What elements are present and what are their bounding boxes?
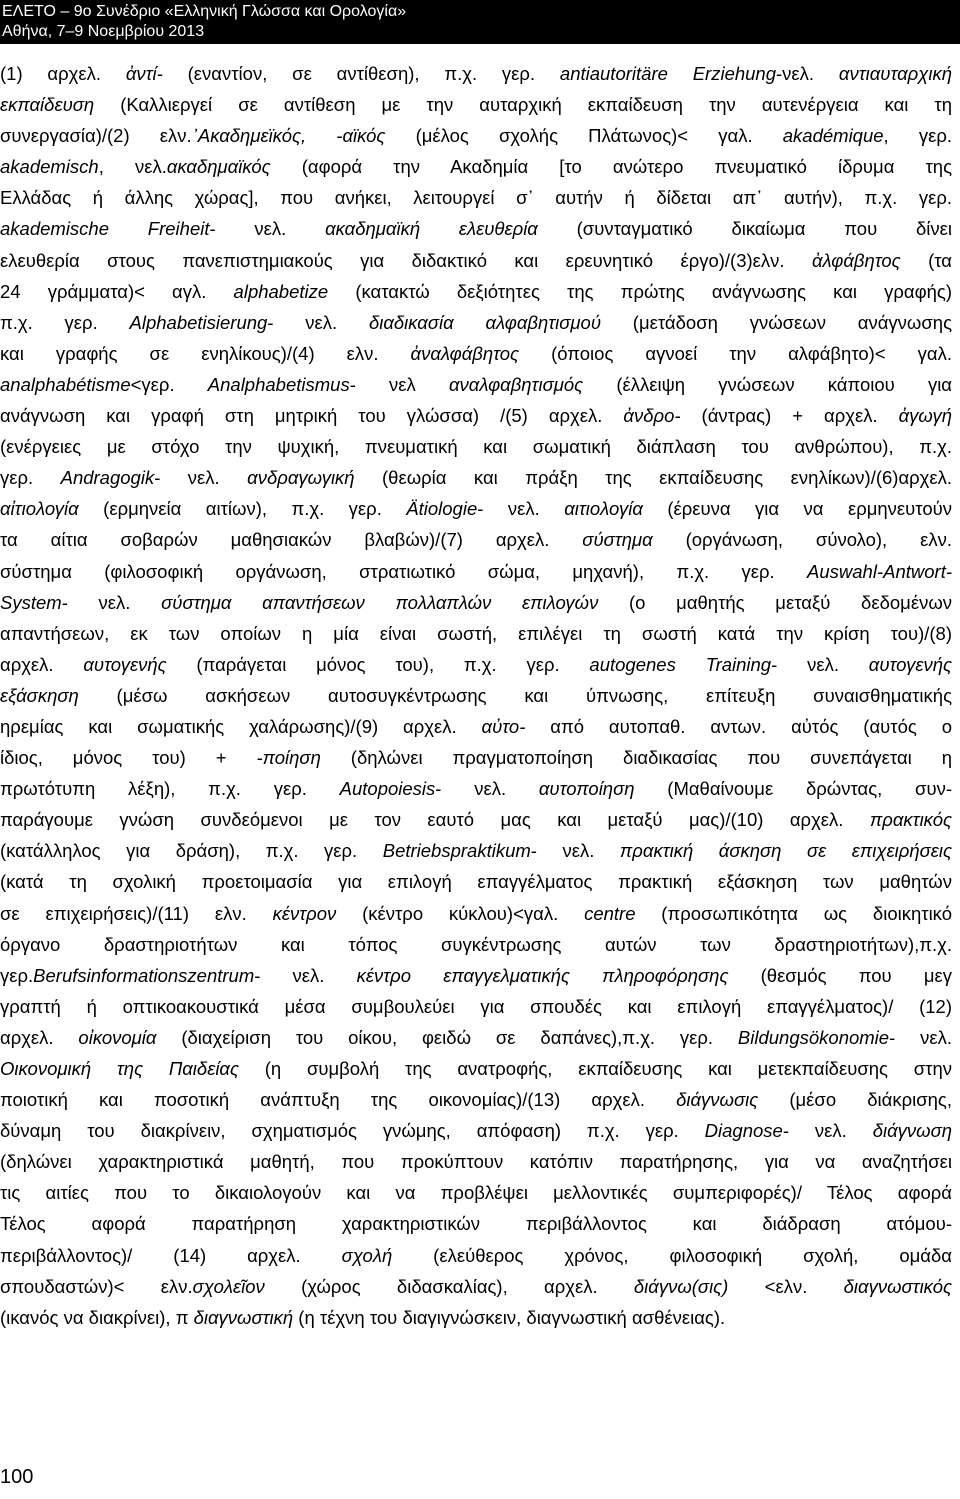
text-run: γερ.	[0, 964, 34, 986]
text-run: (κατά τη σχολική προετοιμασία για επιλογή επαγγέλματος πρακτική εξάσκηση των μαθητών	[0, 871, 952, 893]
text-run: (Μαθαίνουμε δρώντας, συν-	[634, 778, 952, 800]
text-line	[0, 1177, 952, 1208]
italic-term: Andragogik	[60, 467, 155, 489]
italic-term: ᾽Ακαδημεϊκός, -αϊκός	[191, 125, 386, 147]
italic-term: ἀναλφάβητος	[410, 342, 520, 364]
text-line	[0, 400, 952, 431]
italic-term: Bildungsökonomie	[737, 1026, 890, 1048]
text-run: και γραφής σε ενηλίκους)/(4) ελν.	[0, 342, 411, 364]
text-line	[0, 493, 952, 524]
italic-term: αναλφαβητισμός	[448, 373, 584, 395]
italic-term: διαγνωστική	[193, 1306, 294, 1328]
italic-term: κέντρον	[272, 902, 337, 924]
italic-term: ἀντί-	[125, 63, 163, 84]
text-line	[0, 742, 952, 773]
text-line	[0, 618, 952, 649]
italic-term: Autopoiesis	[339, 778, 436, 800]
text-run: - νελ	[349, 373, 449, 395]
text-line	[0, 307, 952, 338]
text-line	[0, 369, 952, 400]
text-line	[0, 524, 952, 555]
text-run: γραπτή ή οπτικοακουστικά μέσα συμβουλεύει για σπουδές και επιλογή επαγγέλματος)/ (12)	[0, 995, 952, 1017]
text-run: (μέλος σχολής Πλάτωνος)< γαλ.	[385, 125, 783, 147]
italic-term: Auswahl-Antwort-	[807, 560, 952, 582]
text-run: (οργάνωση, σύνολο), ελν.	[652, 529, 952, 551]
italic-term: σχολεῖον	[192, 1275, 265, 1297]
italic-term: ανδραγωγική	[247, 467, 355, 489]
text-line	[0, 680, 952, 711]
italic-term: διάγνωσις	[676, 1089, 759, 1111]
text-run: (θεσμός που μεγ	[728, 964, 952, 986]
italic-term: System	[0, 591, 62, 613]
text-run: τα αίτια σοβαρών μαθησιακών βλαβών)/(7) αρχελ.	[0, 529, 583, 551]
text-line	[0, 587, 952, 618]
text-run: όργανο δραστηριοτήτων και τόπος συγκέντρωσης αυτών των δραστηριοτήτων),π.χ.	[0, 933, 952, 955]
italic-term: Οικονομική της Παιδείας	[0, 1058, 239, 1079]
text-run: (ερμηνεία αιτίων), π.χ. γερ.	[78, 498, 407, 520]
footnotes-body	[0, 58, 952, 1333]
text-run: πρωτότυπη λέξη), π.χ. γερ.	[0, 778, 340, 800]
italic-term: ἀγωγή	[898, 405, 953, 427]
text-run: ελευθερία στους πανεπιστημιακούς για διδακτικό και ερευνητικό έργο)/(3)ελν.	[0, 249, 812, 271]
text-line	[0, 213, 952, 244]
text-run: , νελ.	[98, 156, 167, 178]
text-run: (αφορά την Ακαδημία [το ανώτερο πνευματικό ίδρυμα της	[270, 156, 953, 178]
italic-term: οἰκονομία	[78, 1026, 157, 1048]
text-run: γερ.	[0, 467, 61, 489]
text-line	[0, 929, 952, 960]
text-run: (παράγεται μόνος του), π.χ. γερ.	[166, 653, 590, 675]
text-run: αρχελ.	[0, 1026, 79, 1048]
italic-term: Betriebspraktikum	[382, 840, 531, 862]
header-title: ΕΛΕΤΟ – 9ο Συνέδριο «Ελληνική Γλώσσα και Ορολογία»	[2, 3, 407, 20]
text-line	[0, 1240, 952, 1271]
italic-term: akademische Freiheit	[0, 218, 210, 240]
text-run: - νελ.	[154, 467, 248, 489]
text-run: ποιοτική και ποσοτική ανάπτυξη της οικονομίας)/(13) αρχελ.	[0, 1089, 677, 1111]
text-run: - νελ.	[530, 840, 620, 862]
text-run: (τα	[900, 249, 952, 271]
text-run: π.χ. γερ.	[0, 311, 130, 333]
text-line	[0, 151, 952, 182]
text-line	[0, 711, 952, 742]
italic-term: alphabetize	[233, 280, 329, 302]
text-run: - νελ.	[782, 1120, 873, 1142]
text-run: - νελ.	[435, 778, 539, 800]
italic-term: διαγνωστικός	[843, 1275, 952, 1297]
italic-term: akademisch	[0, 156, 99, 178]
text-line	[0, 1302, 952, 1333]
text-run: απαντήσεων, εκ των οποίων η μία είναι σωστή, επιλέγει τη σωστή κατά την κρίση του)/(8)	[0, 622, 952, 644]
text-run: (κέντρο κύκλου)<γαλ.	[336, 902, 585, 924]
text-run: -νελ.	[776, 63, 839, 84]
text-run: <γερ.	[130, 373, 208, 395]
italic-term: διαδικασία αλφαβητισμού	[368, 311, 602, 333]
italic-term: σύστημα	[582, 529, 653, 551]
italic-term: κέντρο επαγγελματικής πληροφόρησης	[356, 964, 729, 986]
text-line	[0, 804, 952, 835]
text-run: (κατακτώ δεξιότητες της πρώτης ανάγνωσης και γραφής)	[328, 280, 952, 302]
italic-term: -ποίηση	[256, 747, 321, 769]
text-line	[0, 462, 952, 493]
text-run: (δηλώνει πραγματοποίηση διαδικασίας που συνεπάγεται η	[320, 747, 952, 769]
text-run: συνεργασία)/(2) ελν.	[0, 125, 192, 147]
text-run: τις αιτίες που το δικαιολογούν και να προβλέψει μελλοντικές συμπεριφορές)/ Τέλος αφορά	[0, 1182, 952, 1204]
text-line	[0, 338, 952, 369]
text-run: (η συμβολή της ανατροφής, εκπαίδευσης και μετεκπαίδευσης στην	[238, 1058, 953, 1079]
text-run: (χώρος διδασκαλίας), αρχελ.	[264, 1275, 634, 1297]
text-line	[0, 773, 952, 804]
text-run: - νελ.	[889, 1026, 952, 1048]
text-line	[0, 960, 952, 991]
text-line	[0, 89, 952, 120]
text-run: (προσωπικότητα ως διοικητικό	[635, 902, 952, 924]
text-run: σύστημα (φιλοσοφική οργάνωση, στρατιωτικό σώμα, μηχανή), π.χ. γερ.	[0, 560, 808, 582]
italic-term: εξάσκηση	[0, 684, 79, 706]
italic-term: εκπαίδευση	[0, 94, 95, 116]
italic-term: Alphabetisierung	[129, 311, 268, 333]
text-run: αρχελ.	[0, 653, 84, 675]
text-run: - νελ.	[771, 653, 869, 675]
text-run: ηρεμίας και σωματικής χαλάρωσης)/(9) αρχελ.	[0, 715, 482, 737]
text-run: από αυτοπαθ. αντων. αὐτός (αυτός ο	[525, 715, 952, 737]
text-run: περιβάλλοντος)/ (14) αρχελ.	[0, 1244, 342, 1266]
text-line	[0, 1022, 952, 1053]
italic-term: αντιαυταρχική	[838, 63, 952, 84]
text-run: δύναμη του διακρίνειν, σχηματισμός γνώμης, απόφαση) π.χ. γερ.	[0, 1120, 705, 1142]
italic-term: ακαδημαϊκή ελευθερία	[325, 218, 538, 240]
text-run: , γερ.	[883, 125, 953, 147]
text-run: - νελ.	[61, 591, 162, 613]
text-line	[0, 1208, 952, 1239]
text-run: (μέσω ασκήσεων αυτοσυγκέντρωσης και ύπνωσης, επίτευξη συναισθηματικής	[78, 684, 952, 706]
conference-header	[0, 0, 960, 44]
italic-term: akadémique	[782, 125, 884, 147]
text-run: - νελ.	[267, 311, 369, 333]
text-run: (άντρας) + αρχελ.	[680, 405, 899, 427]
text-run: (όποιος αγνοεί την αλφάβητο)< γαλ.	[519, 342, 952, 364]
text-run: (δηλώνει χαρακτηριστικά μαθητή, που προκύπτουν κατόπιν παρατήρησης, για να αναζητήσει	[0, 1151, 952, 1173]
text-line	[0, 1053, 952, 1084]
italic-term: Ätiologie	[406, 498, 478, 520]
italic-term: πρακτική άσκηση σε επιχειρήσεις	[619, 840, 953, 862]
italic-term: centre	[584, 902, 636, 924]
text-line	[0, 58, 952, 89]
text-run: (μετάδοση γνώσεων ανάγνωσης	[601, 311, 952, 333]
text-run: (Καλλιεργεί σε αντίθεση με την αυταρχική εκπαίδευση την αυτενέργεια και τη	[94, 94, 952, 116]
text-line	[0, 245, 952, 276]
italic-term: ἀνδρο-	[623, 405, 681, 427]
text-run: <ελν.	[728, 1275, 844, 1297]
text-line	[0, 1115, 952, 1146]
text-line	[0, 276, 952, 307]
header-date: Αθήνα, 7–9 Νοεμβρίου 2013	[2, 23, 205, 40]
italic-term: Berufsinformationszentrum	[33, 964, 255, 986]
text-run: Ελλάδας ή άλλης χώρας], που ανήκει, λειτουργεί σ᾽ αυτήν ή δίδεται απ᾽ αυτήν), π.χ. γερ.	[0, 187, 952, 209]
italic-term: αυτογενής	[83, 653, 167, 675]
text-run: (εναντίον, σε αντίθεση), π.χ. γερ.	[162, 63, 560, 84]
text-line	[0, 649, 952, 680]
text-line	[0, 556, 952, 587]
italic-term: Diagnose	[704, 1120, 783, 1142]
italic-term: αὐτο-	[481, 715, 526, 737]
italic-term: αυτοποίηση	[538, 778, 635, 800]
text-run: - νελ.	[477, 498, 565, 520]
text-run: (ο μαθητής μεταξύ δεδομένων	[598, 591, 953, 613]
italic-term: αιτιολογία	[564, 498, 643, 520]
italic-term: διάγνω(σις)	[633, 1275, 729, 1297]
text-line	[0, 991, 952, 1022]
text-run: ίδιος, μόνος του) +	[0, 747, 257, 769]
text-run: 24 γράμματα)< αγλ.	[0, 280, 234, 302]
text-line	[0, 1271, 952, 1302]
italic-term: σύστημα απαντήσεων πολλαπλών επιλογών	[161, 591, 599, 613]
text-line	[0, 866, 952, 897]
italic-term: αυτογενής	[868, 653, 952, 675]
text-line	[0, 431, 952, 462]
text-run: σπουδαστών)< ελν.	[0, 1275, 193, 1297]
italic-term: autogenes Training	[589, 653, 772, 675]
italic-term: analphabétisme	[0, 373, 131, 395]
page-number: 100	[0, 1466, 34, 1488]
text-line	[0, 1146, 952, 1177]
italic-term: αἰτιολογία	[0, 498, 79, 520]
text-run: Τέλος αφορά παρατήρηση χαρακτηριστικών περιβάλλοντος και διάδραση ατόμου-	[0, 1213, 952, 1235]
text-run: - νελ.	[254, 964, 357, 986]
text-run: (συνταγματικό δικαίωμα που δίνει	[537, 218, 952, 240]
text-run: (ικανός να διακρίνει), π	[0, 1306, 194, 1328]
italic-term: διάγνωση	[872, 1120, 952, 1142]
text-run: (κατάλληλος για δράση), π.χ. γερ.	[0, 840, 383, 862]
text-line	[0, 898, 952, 929]
text-run: (ενέργειες με στόχο την ψυχική, πνευματική και σωματική διάπλαση του ανθρώπου), π.χ.	[0, 436, 952, 458]
italic-term: Analphabetismus	[207, 373, 350, 395]
text-run: (έρευνα για να ερμηνευτούν	[642, 498, 952, 520]
text-run: παράγουμε γνώση συνδεόμενοι με τον εαυτό μας και μεταξύ μας)/(10) αρχελ.	[0, 809, 870, 831]
text-line	[0, 120, 952, 151]
italic-term: σχολή	[341, 1244, 393, 1266]
text-line	[0, 835, 952, 866]
text-line	[0, 1084, 952, 1115]
text-line	[0, 182, 952, 213]
italic-term: antiautoritäre Erziehung	[559, 63, 777, 84]
text-run: (ελεύθερος χρόνος, φιλοσοφική σχολή, ομάδα	[392, 1244, 952, 1266]
text-run: ανάγνωση και γραφή στη μητρική του γλώσσα) /(5) αρχελ.	[0, 405, 624, 427]
text-run: (θεωρία και πράξη της εκπαίδευσης ενηλίκων)/(6)αρχελ.	[354, 467, 953, 489]
text-run: (διαχείριση του οίκου, φειδώ σε δαπάνες),π.χ. γερ.	[156, 1026, 738, 1048]
italic-term: ἀλφάβητος	[811, 249, 901, 271]
text-run: (έλλειψη γνώσεων κάποιου για	[583, 373, 953, 395]
text-run: (1) αρχελ.	[0, 63, 126, 84]
text-run: (η τέχνη του διαγιγνώσκειν, διαγνωστική ασθένειας).	[293, 1306, 726, 1328]
text-run: - νελ.	[209, 218, 326, 240]
text-run: σε επιχειρήσεις)/(11) ελν.	[0, 902, 273, 924]
italic-term: πρακτικός	[869, 809, 952, 831]
text-run: (μέσο διάκρισης,	[758, 1089, 952, 1111]
italic-term: ακαδημαϊκός	[166, 156, 271, 178]
